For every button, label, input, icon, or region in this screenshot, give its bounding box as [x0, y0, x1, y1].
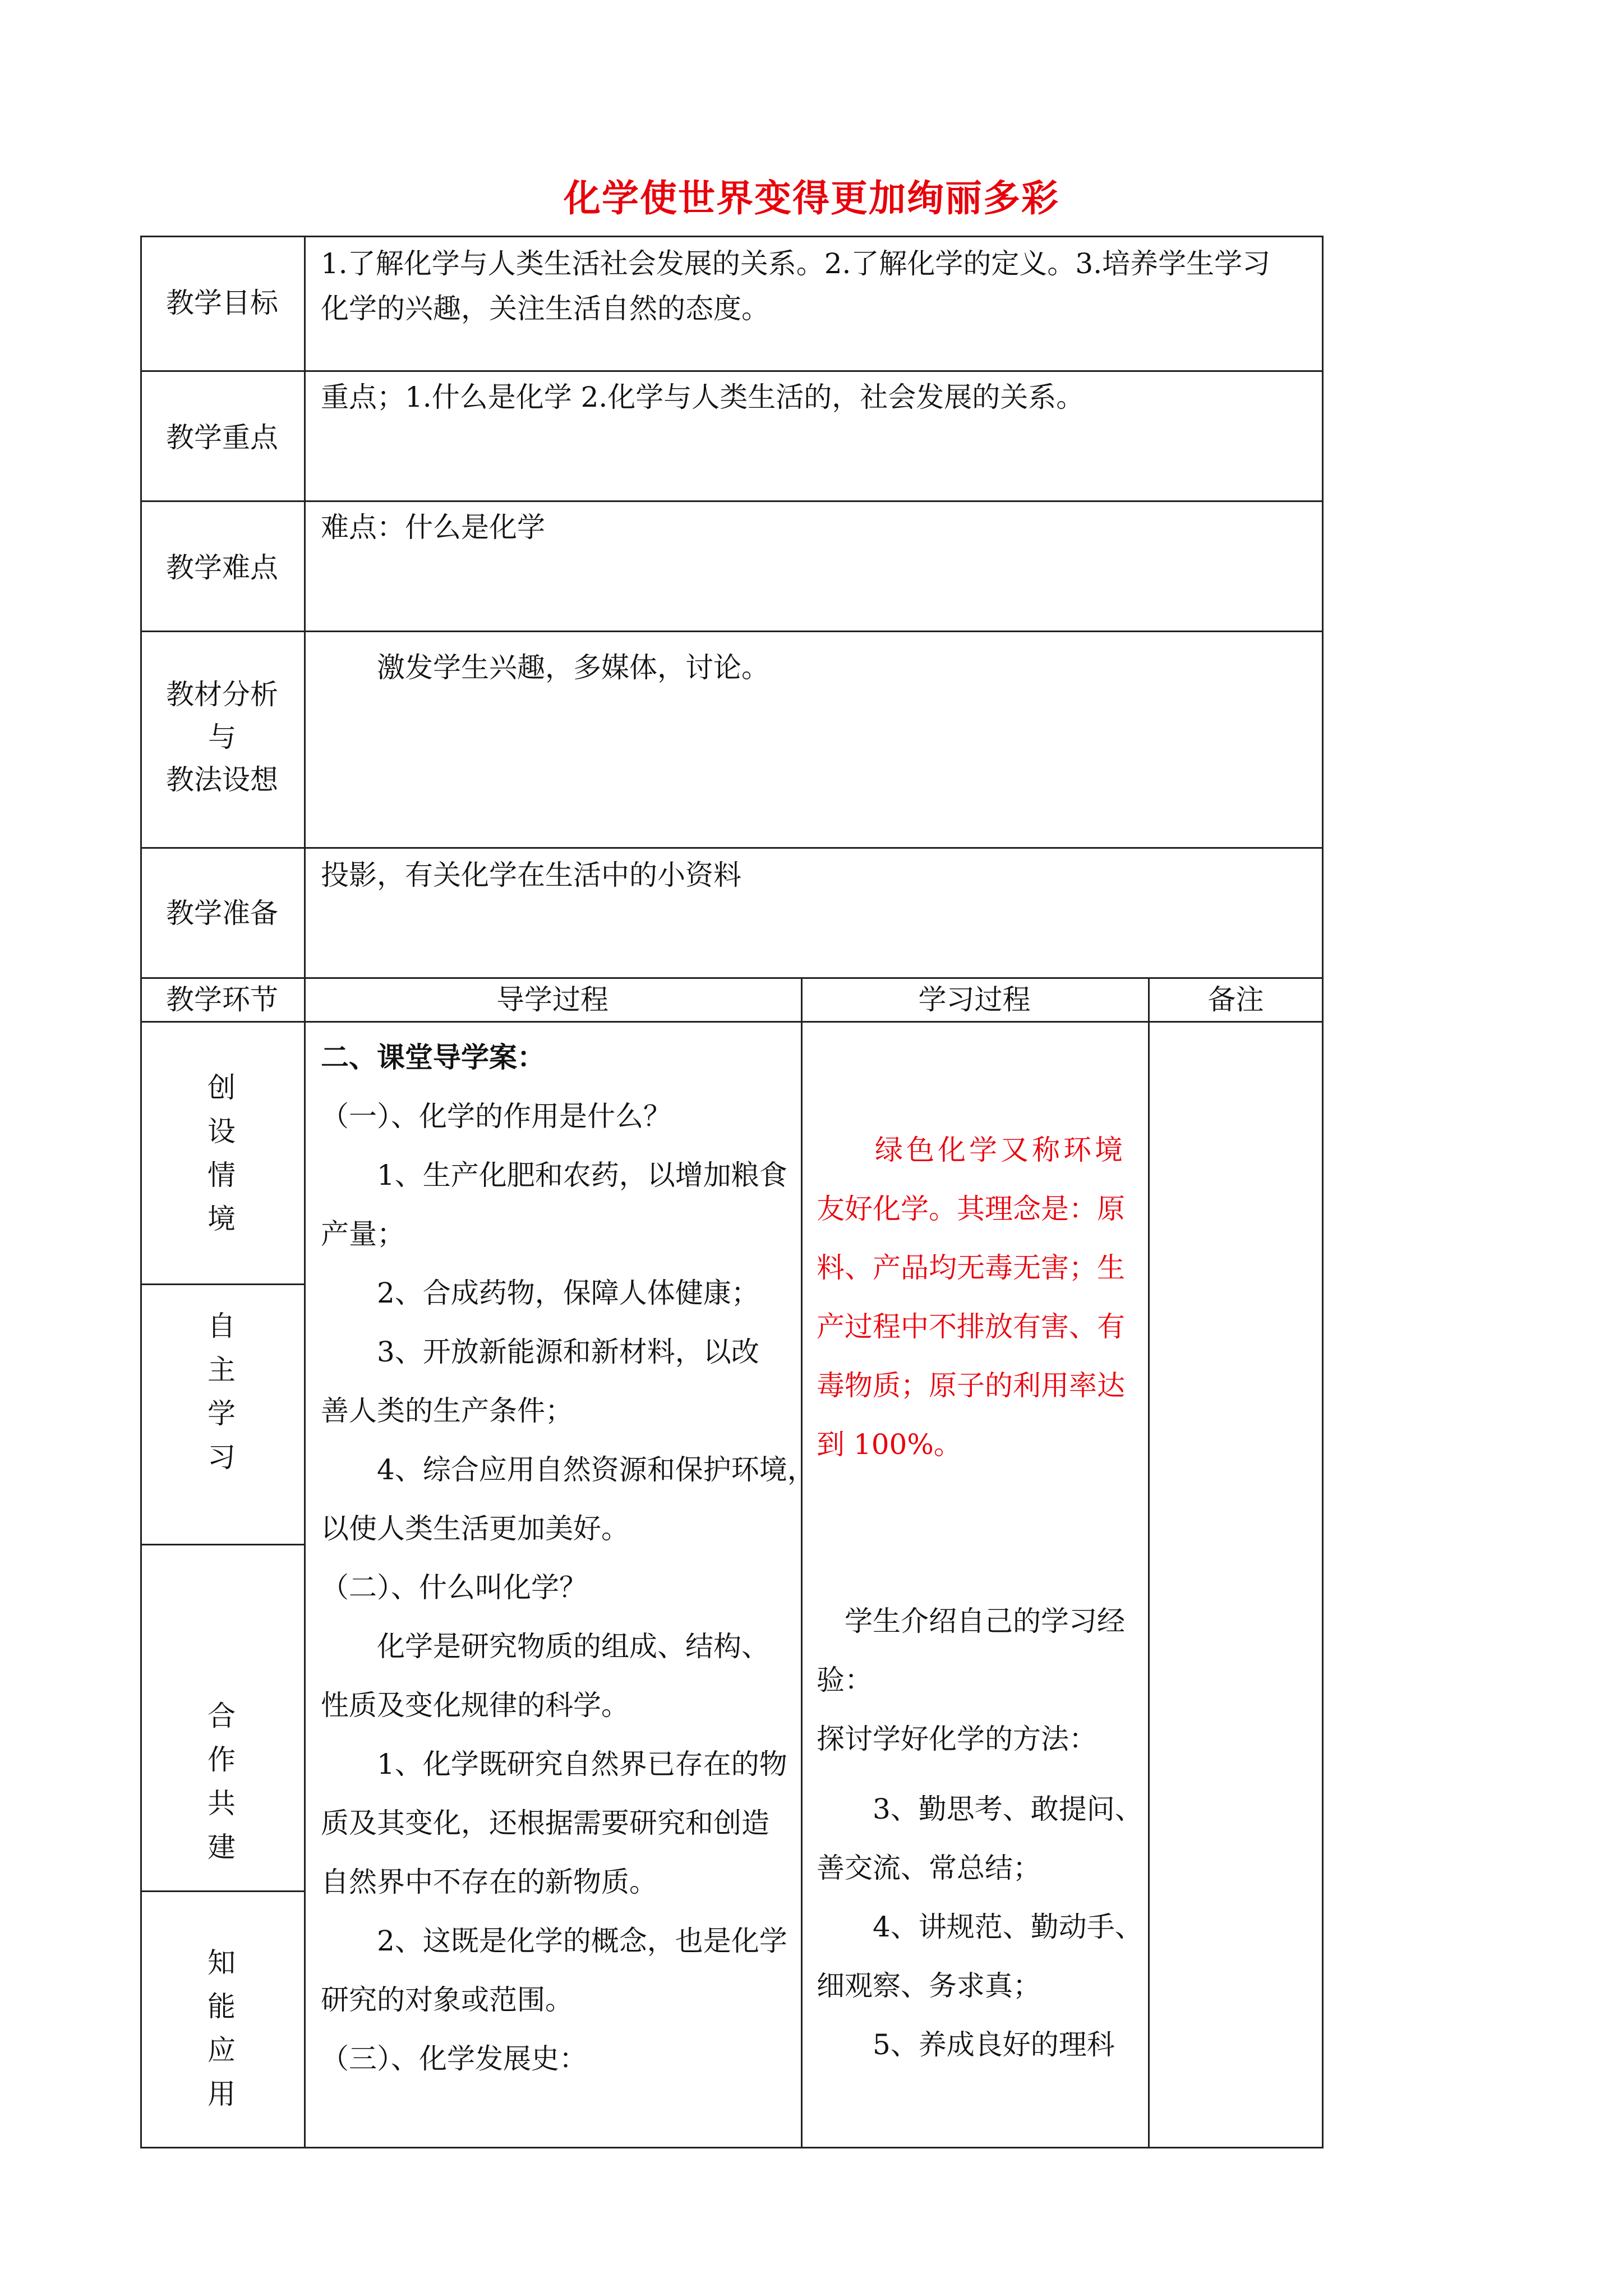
guide-heading: 二、课堂导学案： — [321, 1041, 545, 1074]
green-chemistry-note: 友好化学。其理念是：原 — [817, 1193, 1125, 1225]
stage-divider — [140, 1283, 304, 1285]
goals-text: 化学的兴趣，关注生活自然的态度。 — [321, 292, 769, 325]
lesson-plan-table — [140, 236, 1324, 2148]
row-label-preparation: 教学准备 — [166, 897, 278, 930]
guide-line: （二）、什么叫化学？ — [321, 1571, 587, 1604]
green-chemistry-note: 料、产品均无毒无害；生 — [817, 1251, 1125, 1284]
green-chemistry-note: 毒物质；原子的利用率达 — [817, 1369, 1125, 1402]
row-label-goals: 教学目标 — [166, 287, 278, 319]
green-chemistry-note: 产过程中不排放有害、有 — [817, 1310, 1125, 1343]
guide-line: 产量； — [321, 1218, 405, 1250]
guide-line: （一）、化学的作用是什么？ — [321, 1100, 671, 1133]
column-divider — [304, 236, 306, 2148]
learning-line: 学生介绍自己的学习经 — [845, 1605, 1125, 1637]
guide-line: 善人类的生产条件； — [321, 1395, 573, 1427]
guide-line: 性质及变化规律的科学。 — [321, 1689, 629, 1722]
row-divider — [140, 631, 1324, 632]
stage-divider — [140, 1890, 304, 1892]
guide-line: 以使人类生活更加美好。 — [321, 1512, 629, 1545]
learning-line: 善交流、常总结； — [817, 1852, 1041, 1884]
column-divider — [1148, 977, 1150, 2148]
stage-label-self-study: 自 主 学 习 — [208, 1310, 236, 1474]
column-header-guide: 导学过程 — [496, 983, 608, 1016]
learning-line: 验： — [817, 1664, 873, 1696]
guide-line: 1、化学既研究自然界已存在的物 — [377, 1748, 787, 1780]
row-label-difficulties: 教学难点 — [166, 551, 278, 584]
guide-line: 3、开放新能源和新材料，以改 — [377, 1336, 759, 1368]
preparation-text: 投影，有关化学在生活中的小资料 — [321, 859, 741, 891]
analysis-text: 激发学生兴趣，多媒体，讨论。 — [377, 651, 769, 684]
guide-line: 自然界中不存在的新物质。 — [321, 1866, 657, 1898]
column-header-notes: 备注 — [1207, 983, 1264, 1016]
stage-label-cooperation: 合 作 共 建 — [208, 1700, 236, 1864]
learning-line: 细观察、务求真； — [817, 1970, 1041, 2002]
stage-label-scenario: 创 设 情 境 — [208, 1071, 236, 1235]
learning-line: 5、养成良好的理科 — [873, 2028, 1115, 2061]
row-divider — [140, 370, 1324, 372]
guide-line: 1、生产化肥和农药，以增加粮食 — [377, 1159, 787, 1191]
column-divider — [801, 977, 803, 2148]
guide-line: 2、合成药物，保障人体健康； — [377, 1277, 759, 1309]
column-header-stage: 教学环节 — [166, 983, 278, 1016]
guide-line: 4、综合应用自然资源和保护环境， — [377, 1453, 815, 1486]
column-header-learning: 学习过程 — [918, 983, 1031, 1016]
stage-label-application: 知 能 应 用 — [208, 1947, 236, 2110]
goals-text: 1.了解化学与人类生活社会发展的关系。2.了解化学的定义。3.培养学生学习 — [321, 247, 1271, 280]
guide-line: 研究的对象或范围。 — [321, 1984, 573, 2016]
guide-line: 质及其变化，还根据需要研究和创造 — [321, 1807, 769, 1839]
row-label-analysis: 教材分析 与 教法设想 — [166, 678, 278, 796]
guide-line: 化学是研究物质的组成、结构、 — [377, 1630, 769, 1663]
learning-line: 探讨学好化学的方法： — [817, 1723, 1097, 1755]
row-divider — [140, 500, 1324, 502]
green-chemistry-note: 到 100%。 — [817, 1428, 962, 1461]
key-points-text: 重点；1.什么是化学 2.化学与人类生活的，社会发展的关系。 — [321, 381, 1085, 413]
guide-line: （三）、化学发展史： — [321, 2042, 587, 2075]
learning-line: 4、讲规范、勤动手、 — [873, 1911, 1143, 1943]
table-border — [1322, 236, 1324, 2148]
learning-line: 3、勤思考、敢提问、 — [873, 1793, 1143, 1825]
table-border — [140, 236, 1324, 237]
row-label-key-points: 教学重点 — [166, 421, 278, 454]
row-divider — [140, 847, 1324, 849]
green-chemistry-note: 绿色化学又称环境 — [875, 1134, 1126, 1166]
guide-line: 2、这既是化学的概念，也是化学 — [377, 1925, 787, 1957]
difficulties-text: 难点：什么是化学 — [321, 511, 545, 544]
table-border — [140, 2147, 1324, 2148]
page-title: 化学使世界变得更加绚丽多彩 — [564, 177, 1059, 220]
stage-divider — [140, 1544, 304, 1545]
